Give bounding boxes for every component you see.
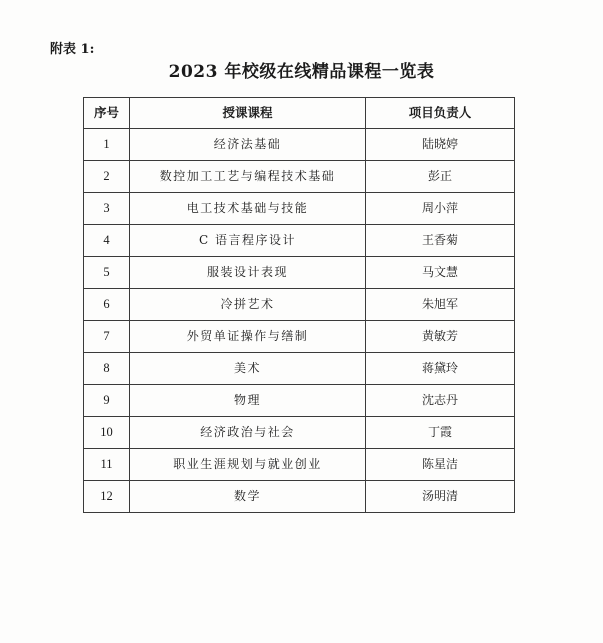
- table-row: [84, 225, 515, 257]
- project-leader-cell: 陈星洁: [366, 449, 515, 481]
- course-name-cell: 经济法基础: [130, 129, 366, 161]
- table-header-row: [84, 98, 515, 129]
- course-name-cell: 外贸单证操作与缮制: [130, 321, 366, 353]
- table-row: [84, 129, 515, 161]
- project-leader-cell: 朱旭军: [366, 289, 515, 321]
- table-row: [84, 353, 515, 385]
- table-row: [84, 289, 515, 321]
- table-row: [84, 385, 515, 417]
- course-name-cell: 数学: [130, 481, 366, 513]
- course-name-cell: 经济政治与社会: [130, 417, 366, 449]
- serial-number-cell: 1: [84, 129, 130, 161]
- serial-number-cell: 6: [84, 289, 130, 321]
- attachment-label: 附表 1:: [50, 42, 95, 57]
- serial-number-cell: 12: [84, 481, 130, 513]
- header-serial-number: 序号: [84, 98, 130, 129]
- project-leader-cell: 彭正: [366, 161, 515, 193]
- table-row: [84, 417, 515, 449]
- serial-number-cell: 3: [84, 193, 130, 225]
- project-leader-cell: 沈志丹: [366, 385, 515, 417]
- course-name-cell: 美术: [130, 353, 366, 385]
- table-row: [84, 449, 515, 481]
- serial-number-cell: 5: [84, 257, 130, 289]
- header-course: 授课课程: [130, 98, 366, 129]
- project-leader-cell: 蒋黛玲: [366, 353, 515, 385]
- serial-number-cell: 2: [84, 161, 130, 193]
- course-table: [83, 97, 515, 513]
- header-project-leader: 项目负责人: [366, 98, 515, 129]
- project-leader-cell: 丁霞: [366, 417, 515, 449]
- serial-number-cell: 7: [84, 321, 130, 353]
- course-name-cell: 冷拼艺术: [130, 289, 366, 321]
- serial-number-cell: 9: [84, 385, 130, 417]
- table-row: [84, 481, 515, 513]
- project-leader-cell: 王香菊: [366, 225, 515, 257]
- project-leader-cell: 马文慧: [366, 257, 515, 289]
- course-name-cell: 服装设计表现: [130, 257, 366, 289]
- serial-number-cell: 8: [84, 353, 130, 385]
- document-title: 2023 年校级在线精品课程一览表: [168, 62, 435, 82]
- project-leader-cell: 汤明清: [366, 481, 515, 513]
- course-name-cell: 职业生涯规划与就业创业: [130, 449, 366, 481]
- course-name-cell: 数控加工工艺与编程技术基础: [130, 161, 366, 193]
- table-row: [84, 193, 515, 225]
- project-leader-cell: 黄敏芳: [366, 321, 515, 353]
- project-leader-cell: 陆晓婷: [366, 129, 515, 161]
- table-row: [84, 257, 515, 289]
- course-name-cell: C 语言程序设计: [130, 225, 366, 257]
- project-leader-cell: 周小萍: [366, 193, 515, 225]
- serial-number-cell: 11: [84, 449, 130, 481]
- serial-number-cell: 10: [84, 417, 130, 449]
- table-row: [84, 321, 515, 353]
- course-name-cell: 物理: [130, 385, 366, 417]
- table-row: [84, 161, 515, 193]
- table-body: [84, 129, 515, 513]
- course-name-cell: 电工技术基础与技能: [130, 193, 366, 225]
- serial-number-cell: 4: [84, 225, 130, 257]
